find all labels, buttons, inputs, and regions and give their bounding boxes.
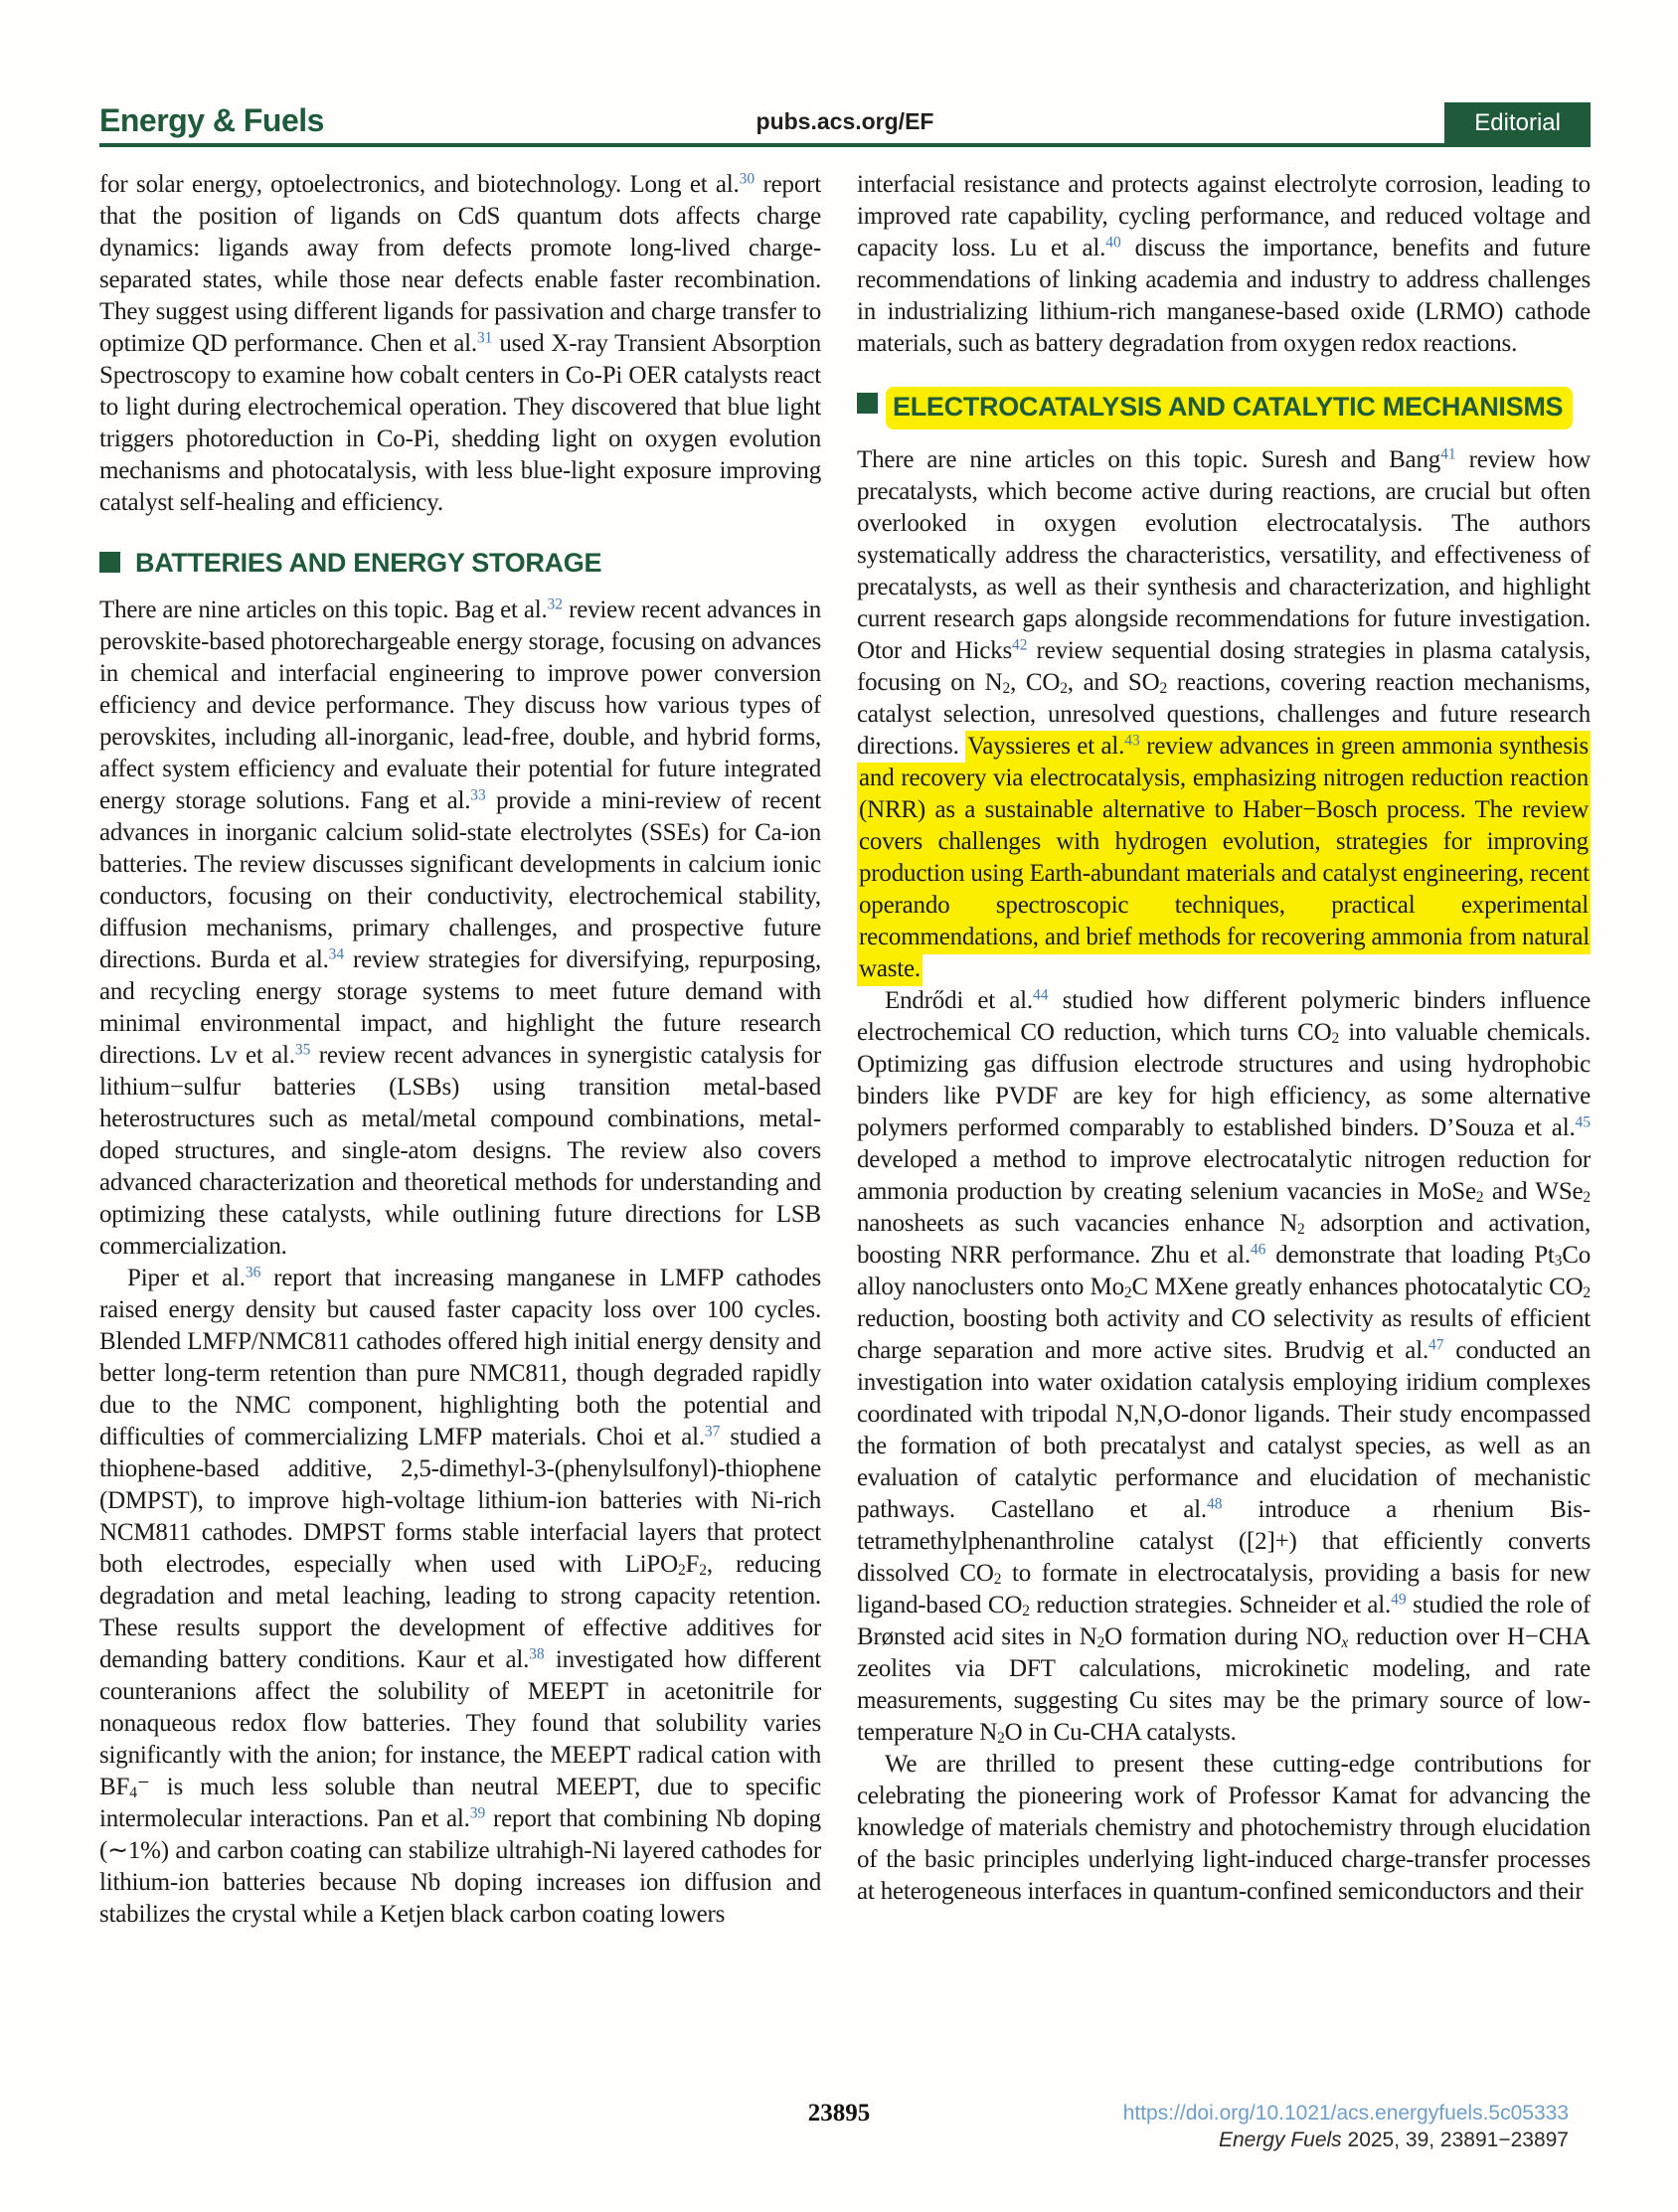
citation-ref[interactable]: 48 — [1206, 1495, 1223, 1513]
section-heading — [99, 546, 821, 580]
citation-ref[interactable]: 49 — [1391, 1591, 1407, 1609]
citation-ref[interactable]: 41 — [1440, 445, 1456, 463]
citation-ref[interactable]: 34 — [328, 945, 345, 963]
citation — [1123, 2127, 1569, 2153]
section-bullet-icon — [99, 552, 120, 573]
section-heading-text: ELECTROCATALYSIS AND CATALYTIC MECHANISMS — [886, 387, 1573, 429]
citation-details: 2025, 39, 23891−23897 — [1341, 2128, 1569, 2151]
citation-ref[interactable]: 32 — [547, 596, 564, 613]
citation-journal: Energy Fuels — [1218, 2128, 1342, 2151]
citation-ref[interactable]: 35 — [294, 1041, 311, 1059]
citation-ref[interactable]: 38 — [529, 1645, 545, 1663]
citation-ref[interactable]: 40 — [1105, 234, 1121, 252]
section-bullet-icon — [857, 393, 878, 414]
editorial-badge: Editorial — [1444, 102, 1591, 143]
paragraph: Endrődi et al.$^{44}$ studied how different polymeric binders influence electrochemical CO reduction, which turns $CO_2$ into valuable chemicals. Optimizing gas diffusion electrode structures and using hydrophobic binders like PVDF are key for high efficiency, as some alternative polymers performed comparably to established binders. D’Souza et al.$^{45}$ developed a method to improve electrocatalytic nitrogen reduction for ammonia production by creating selenium vacancies in MoSe$_2$ and WSe$_2$ nanosheets as such vacancies enhance $N_2$ adsorption and activation, boosting NRR performance. Zhu et al.$^{46}$ demonstrate that loading $Pt_3Co$ alloy nanoclusters onto $Mo_2C$ MXene greatly enhances photocatalytic $CO_2$ reduction, boosting both activity and CO selectivity as results of efficient charge separation and more active sites. Brudvig et al.$^{47}$ conducted an investigation into water oxidation catalysis employing iridium complexes coordinated with tripodal N,N,O-donor ligands. Their study encompassed the formation of both precatalyst and catalyst species, as well as an evaluation of catalytic performance and elucidation of mechanistic pathways. Castellano et al.$^{48}$ introduce a rhenium Bis-tetramethylphenanthroline catalyst ([2]+) that efficiently converts dissolved $CO_2$ to formate in electrocatalysis, providing a basis for new ligand-based $CO_2$ reduction strategies. Schneider et al.$^{49}$ studied the role of Brønsted acid sites in $N_2O$ formation during $NO_x$ reduction over H−CHA zeolites via DFT calculations, microkinetic modeling, and rate measurements, suggesting Cu sites may be the primary source of low-temperature $N_2O$ in Cu-CHA catalysts. — [857, 986, 1591, 1747]
citation-ref[interactable]: 30 — [739, 170, 755, 188]
section-heading — [857, 387, 1591, 429]
citation-ref[interactable]: 44 — [1032, 986, 1049, 1004]
paragraph: Piper et al.$^{36}$ report that increasing manganese in LMFP cathodes raised energy density but caused faster capacity loss over 100 cycles. Blended LMFP/NMC811 cathodes offered high initial energy density and better long-term retention than pure NMC811, though degraded rapidly due to the NMC component, highlighting both the potential and difficulties of commercializing LMFP materials. Choi et al.$^{37}$ studied a thiophene-based additive, 2,5-dimethyl-3-(phenylsulfonyl)-thiophene (DMPST), to improve high-voltage lithium-ion batteries with Ni-rich NCM811 cathodes. DMPST forms stable interfacial layers that protect both electrodes, especially when used with $LiPO_2F_2$, reducing degradation and metal leaching, leading to strong capacity retention. These results support the development of effective additives for demanding battery conditions. Kaur et al.$^{38}$ investigated how different counteranions affect the solubility of MEEPT in acetonitrile for nonaqueous redox flow batteries. They found that solubility varies significantly with the anion; for instance, the MEEPT radical cation with $BF_4^-$ is much less soluble than neutral MEEPT, due to specific intermolecular interactions. Pan et al.$^{39}$ report that combining Nb doping (∼1%) and carbon coating can stabilize ultrahigh-Ni layered cathodes for lithium-ion batteries because Nb doping increases ion diffusion and stabilizes the crystal while a Ketjen black carbon coating lowers — [99, 1264, 821, 1928]
citation-ref[interactable]: 47 — [1428, 1336, 1444, 1354]
section-heading-text: BATTERIES AND ENERGY STORAGE — [135, 548, 602, 578]
highlighted-text: Vayssieres et al.$^{43}$ review advances in green ammonia synthesis and recovery via electrocatalysis, emphasizing nitrogen reduction reaction (NRR) as a sustainable alternative to Haber−Bosch process. The review covers challenges with hydrogen evolution, strategies for improving production using Earth-abundant materials and catalyst engineering, recent operando spectroscopic techniques, practical experimental recommendations, and brief methods for recovering ammonia from natural waste. — [857, 731, 1591, 986]
citation-ref[interactable]: 37 — [704, 1423, 721, 1441]
page-header — [99, 93, 1591, 143]
citation-ref[interactable]: 39 — [469, 1804, 486, 1822]
footer-citation-block — [1123, 2100, 1569, 2153]
journal-title: Energy & Fuels — [99, 102, 324, 138]
paragraph: We are thrilled to present these cutting-edge contributions for celebrating the pioneering work of Professor Kamat for advancing the knowledge of materials chemistry and photochemistry through elucidation of the basic principles underlying light-induced charge-transfer processes at heterogeneous interfaces in quantum-confined semiconductors and their — [857, 1751, 1591, 1905]
citation-ref[interactable]: 36 — [245, 1264, 261, 1281]
paragraph: for solar energy, optoelectronics, and biotechnology. Long et al.$^{30}$ report that the position of ligands on CdS quantum dots affects charge dynamics: ligands away from defects promote long-lived charge-separated states, while those near defects enable faster recombination. They suggest using different ligands for passivation and charge transfer to optimize QD performance. Chen et al.$^{31}$ used X-ray Transient Absorption Spectroscopy to examine how cobalt centers in Co-Pi OER catalysts react to light during electrochemical operation. They discovered that blue light triggers photoreduction in Co-Pi, shedding light on oxygen evolution mechanisms and photocatalysis, with less blue-light exposure improving catalyst self-healing and efficiency. — [99, 170, 821, 516]
page-number: 23895 — [807, 2100, 871, 2127]
paragraph: There are nine articles on this topic. Suresh and Bang$^{41}$ review how precatalysts, which become active during reactions, are crucial but often overlooked in oxygen evolution electrocatalysis. The authors systematically address the characteristics, versatility, and effectiveness of precatalysts, as well as their synthesis and characterization, and highlight current research gaps alongside recommendations for future investigation. Otor and Hicks$^{42}$ review sequential dosing strategies in plasma catalysis, focusing on $N_2$, $CO_2$, and $SO_2$ reactions, covering reaction mechanisms, catalyst selection, unresolved questions, challenges and future research directions. Vayssieres et al.$^{43}$ review advances in green ammonia synthesis and recovery via electrocatalysis, emphasizing nitrogen reduction reaction (NRR) as a sustainable alternative to Haber−Bosch process. The review covers challenges with hydrogen evolution, strategies for improving production using Earth-abundant materials and catalyst engineering, recent operando spectroscopic techniques, practical experimental recommendations, and brief methods for recovering ammonia from natural waste. — [857, 444, 1591, 985]
right-column — [857, 169, 1591, 2083]
citation-ref[interactable]: 31 — [476, 329, 493, 347]
citation-ref[interactable]: 42 — [1011, 636, 1028, 654]
paragraph: There are nine articles on this topic. Bag et al.$^{32}$ review recent advances in perovskite-based photorechargeable energy storage, focusing on advances in chemical and interfacial engineering to improve power conversion efficiency and device performance. They discuss how various types of perovskites, including all-inorganic, lead-free, double, and hybrid forms, affect system efficiency and evaluate their potential for future integrated energy storage solutions. Fang et al.$^{33}$ provide a mini-review of recent advances in inorganic calcium solid-state electrolytes (SSEs) for Ca-ion batteries. The review discusses significant developments in calcium ionic conductors, focusing on their conductivity, electrochemical stability, diffusion mechanisms, primary challenges, and prospective future directions. Burda et al.$^{34}$ review strategies for diversifying, repurposing, and recycling energy storage systems to meet future demand with minimal environmental impact, and highlight the future research directions. Lv et al.$^{35}$ review recent advances in synergistic catalysis for lithium−sulfur batteries (LSBs) using transition metal-based heterostructures such as metal/metal compound combinations, metal-doped structures, and single-atom designs. The review also covers advanced characterization and theoretical methods for understanding and optimizing these catalysts, while outlining future directions for LSB commercialization. — [99, 596, 821, 1260]
citation-ref[interactable]: 33 — [470, 786, 486, 804]
paragraph: interfacial resistance and protects against electrolyte corrosion, leading to improved rate capability, cycling performance, and reduced voltage and capacity loss. Lu et al.$^{40}$ discuss the importance, benefits and future recommendations of linking academia and industry to address challenges in industrializing lithium-rich manganese-based oxide (LRMO) cathode materials, such as battery degradation from oxygen redox reactions. — [857, 171, 1591, 357]
doi-link[interactable]: https://doi.org/10.1021/acs.energyfuels.5c05333 — [1122, 2102, 1569, 2125]
citation-ref[interactable]: 45 — [1575, 1113, 1591, 1131]
header-rule — [99, 143, 1591, 147]
left-column — [99, 169, 821, 2083]
journal-url-link[interactable]: pubs.acs.org/EF — [755, 108, 934, 134]
citation-ref[interactable]: 43 — [1124, 732, 1140, 750]
citation-ref[interactable]: 46 — [1250, 1241, 1266, 1259]
